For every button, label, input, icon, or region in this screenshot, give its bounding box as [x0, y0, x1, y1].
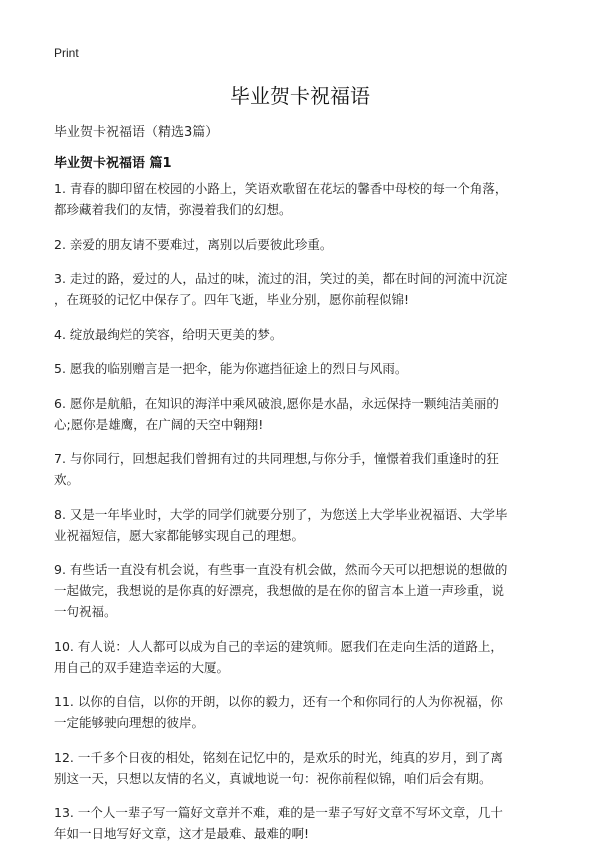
list-item: 13. 一个人一辈子写一篇好文章并不难，难的是一辈子写好文章不写坏文章，几十 年如一日地写好文章，这才是最难、最难的啊! [54, 805, 503, 841]
section-heading: 毕业贺卡祝福语 篇1 [54, 156, 172, 171]
list-item: 5. 愿我的临别赠言是一把伞，能为你遮挡征途上的烈日与风雨。 [54, 361, 408, 376]
list-item: 2. 亲爱的朋友请不要难过，离别以后要彼此珍重。 [54, 236, 333, 252]
list-item: 8. 又是一年毕业时，大学的同学们就要分别了，为您送上大学毕业祝福语、大学毕 业祝福短信，愿大家都能够实现自己的理想。 [54, 506, 508, 543]
list-item: 3. 走过的路，爱过的人，品过的味，流过的泪，笑过的美，都在时间的河流中沉淀 ，在斑驳的记忆中保存了。四年飞逝，毕业分别，愿你前程似锦! [54, 271, 508, 307]
list-item: 7. 与你同行，回想起我们曾拥有过的共同理想,与你分手，憧憬着我们重逢时的狂 欢。 [54, 451, 499, 487]
list-item: 12. 一千多个日夜的相处，铭刻在记忆中的，是欢乐的时光，纯真的岁月，到了离 别这一天，只想以友情的名义，真诚地说一句：祝你前程似锦，咱们后会有期。 [54, 749, 503, 786]
list-item: 9. 有些话一直没有机会说，有些事一直没有机会做，然而今天可以把想说的想做的 一起做完，我想说的是你真的好漂亮，我想做的是在你的留言本上道一声珍重，说 一句祝福。 [54, 562, 508, 619]
list-item: 11. 以你的自信，以你的开朗，以你的毅力，还有一个和你同行的人为你祝福，你 一定能够驶向理想的彼岸。 [54, 694, 503, 730]
page-title: 毕业贺卡祝福语 [230, 84, 370, 108]
print-link[interactable]: Print [54, 46, 79, 60]
list-item: 10. 有人说：人人都可以成为自己的幸运的建筑师。愿我们在走向生活的道路上， 用自己的双手建造幸运的大厦。 [54, 638, 503, 675]
list-item: 6. 愿你是航船，在知识的海洋中乘风破浪,愿你是水晶，永远保持一颗纯洁美丽的 心;愿你是雄鹰，在广阔的天空中翱翔! [54, 395, 499, 432]
document-subtitle: 毕业贺卡祝福语（精选3篇） [54, 125, 219, 140]
list-item: 1. 青春的脚印留在校园的小路上，笑语欢歌留在花坛的馨香中母校的每一个角落， 都珍藏着我们的友情，弥漫着我们的幻想。 [54, 181, 508, 217]
list-item: 4. 绽放最绚烂的笑容，给明天更美的梦。 [54, 326, 283, 342]
blessing-list [54, 178, 554, 858]
